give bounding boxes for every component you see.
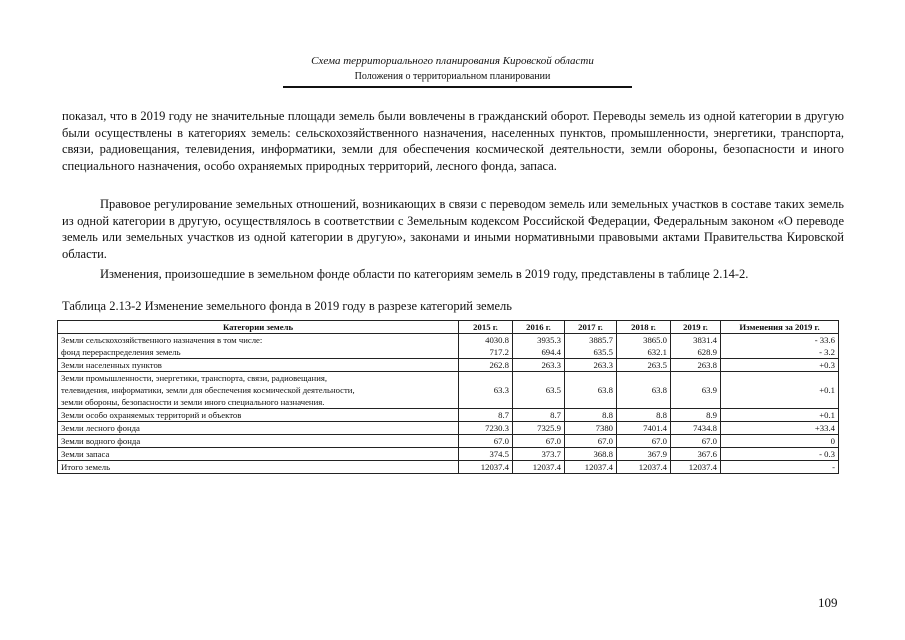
page-number: 109 <box>818 595 838 610</box>
cell-value: - 3.2 <box>819 347 835 357</box>
cell-value: 3865.0 <box>643 335 667 345</box>
cell-2018: 367.9 <box>617 448 671 461</box>
cell-change: +33.4 <box>721 422 839 435</box>
cell-2016: 263.3 <box>513 359 565 372</box>
table-row <box>58 334 839 359</box>
cell-value: 635.5 <box>593 347 613 357</box>
cell-change <box>721 334 839 359</box>
table-row <box>58 359 839 372</box>
cell-2019: 367.6 <box>671 448 721 461</box>
cell-category: Земли лесного фонда <box>58 422 459 435</box>
col-header-2016: 2016 г. <box>513 321 565 334</box>
paragraph-2: Правовое регулирование земельных отношений, возникающих в связи с переводом земель или земельных участков в составе таких земель из одной категории в другую, осуществлялось в соответствии с Земельным кодексом Российской Федерации, Федеральным законом «О переводе земель или земельных участков из одной категории в другую», законами и иными нормативными правовыми актами Правительства Кировской области. <box>62 197 844 261</box>
paragraph-3: Изменения, произошедшие в земельном фонде области по категориям земель в 2019 году, представлены в таблице 2.14-2. <box>100 267 749 281</box>
running-header-subtitle: Положения о территориальном планировании <box>354 71 551 82</box>
cell-value: - 33.6 <box>814 335 835 345</box>
col-header-2015: 2015 г. <box>459 321 513 334</box>
table-row <box>58 435 839 448</box>
cell-2019: 8.9 <box>671 409 721 422</box>
cell-2016: 67.0 <box>513 435 565 448</box>
cell-category-line: Земли сельскохозяйственного назначения в том числе: <box>61 335 263 345</box>
cell-2016: 8.7 <box>513 409 565 422</box>
cell-2017: 263.3 <box>565 359 617 372</box>
cell-2018: 12037.4 <box>617 461 671 474</box>
cell-2015: 12037.4 <box>459 461 513 474</box>
cell-2017: 67.0 <box>565 435 617 448</box>
col-header-2019: 2019 г. <box>671 321 721 334</box>
cell-category: Земли водного фонда <box>58 435 459 448</box>
cell-2018: 263.5 <box>617 359 671 372</box>
cell-change: +0.1 <box>721 372 839 409</box>
cell-2019: 63.9 <box>671 372 721 409</box>
table-row <box>58 448 839 461</box>
cell-2017: 8.8 <box>565 409 617 422</box>
header-divider <box>283 86 632 88</box>
cell-2015: 262.8 <box>459 359 513 372</box>
cell-category: Земли особо охраняемых территорий и объектов <box>58 409 459 422</box>
cell-2019 <box>671 334 721 359</box>
cell-2018: 8.8 <box>617 409 671 422</box>
cell-value: 3885.7 <box>589 335 613 345</box>
cell-2018 <box>617 334 671 359</box>
cell-change: - <box>721 461 839 474</box>
cell-2016 <box>513 334 565 359</box>
cell-2019: 7434.8 <box>671 422 721 435</box>
cell-category-line: земли обороны, безопасности и земли иного специального назначения. <box>61 397 325 407</box>
table-row <box>58 372 839 409</box>
table-caption: Таблица 2.13-2 Изменение земельного фонда в 2019 году в разрезе категорий земель <box>62 299 512 313</box>
cell-2015: 63.3 <box>459 372 513 409</box>
cell-2017: 368.8 <box>565 448 617 461</box>
cell-value: 628.9 <box>697 347 717 357</box>
cell-2016: 373.7 <box>513 448 565 461</box>
cell-2017 <box>565 334 617 359</box>
table-row <box>58 409 839 422</box>
cell-value: 3935.3 <box>537 335 561 345</box>
cell-category: Итого земель <box>58 461 459 474</box>
cell-category: Земли населенных пунктов <box>58 359 459 372</box>
cell-2017: 12037.4 <box>565 461 617 474</box>
cell-2016: 7325.9 <box>513 422 565 435</box>
cell-2017: 63.8 <box>565 372 617 409</box>
cell-2015: 8.7 <box>459 409 513 422</box>
cell-2016: 63.5 <box>513 372 565 409</box>
cell-change: +0.1 <box>721 409 839 422</box>
land-fund-table <box>57 320 839 474</box>
col-header-change: Изменения за 2019 г. <box>721 321 839 334</box>
cell-2017: 7380 <box>565 422 617 435</box>
cell-value: 694.4 <box>541 347 561 357</box>
table-row <box>58 422 839 435</box>
cell-category <box>58 372 459 409</box>
col-header-2018: 2018 г. <box>617 321 671 334</box>
table-total-row <box>58 461 839 474</box>
cell-2015 <box>459 334 513 359</box>
cell-category-line: телевидения, информатики, земли для обеспечения космической деятельности, <box>61 385 355 395</box>
cell-value: 632.1 <box>647 347 667 357</box>
cell-change: - 0.3 <box>721 448 839 461</box>
cell-2015: 374.5 <box>459 448 513 461</box>
cell-value: 717.2 <box>489 347 509 357</box>
table-header-row <box>58 321 839 334</box>
cell-2019: 263.8 <box>671 359 721 372</box>
cell-2015: 7230.3 <box>459 422 513 435</box>
cell-category <box>58 334 459 359</box>
cell-2018: 67.0 <box>617 435 671 448</box>
cell-2019: 12037.4 <box>671 461 721 474</box>
paragraph-1: показал, что в 2019 году не значительные площади земель были вовлечены в гражданский оборот. Переводы земель из одной категории в другую были осуществлены в категориях земель: сельскохозяйственного назначения, населенных пунктов, промышленности, энергетики, транспорта, связи, радиовещания, телевидения, информатики, земли для обеспечения космической деятельности, земли обороны, безопасности и иного специального назначения, особо охраняемых природных территорий, лесного фонда, запаса. <box>62 109 844 173</box>
running-header-title: Схема территориального планирования Кировской области <box>311 55 594 67</box>
col-header-category: Категории земель <box>58 321 459 334</box>
cell-category-line: Земли промышленности, энергетики, транспорта, связи, радиовещания, <box>61 373 328 383</box>
cell-category: Земли запаса <box>58 448 459 461</box>
cell-2018: 7401.4 <box>617 422 671 435</box>
col-header-2017: 2017 г. <box>565 321 617 334</box>
cell-2019: 67.0 <box>671 435 721 448</box>
cell-value: 4030.8 <box>485 335 509 345</box>
cell-change: 0 <box>721 435 839 448</box>
cell-category-line: фонд перераспределения земель <box>61 347 181 357</box>
cell-change: +0.3 <box>721 359 839 372</box>
cell-2018: 63.8 <box>617 372 671 409</box>
cell-2016: 12037.4 <box>513 461 565 474</box>
cell-2015: 67.0 <box>459 435 513 448</box>
cell-value: 3831.4 <box>693 335 717 345</box>
